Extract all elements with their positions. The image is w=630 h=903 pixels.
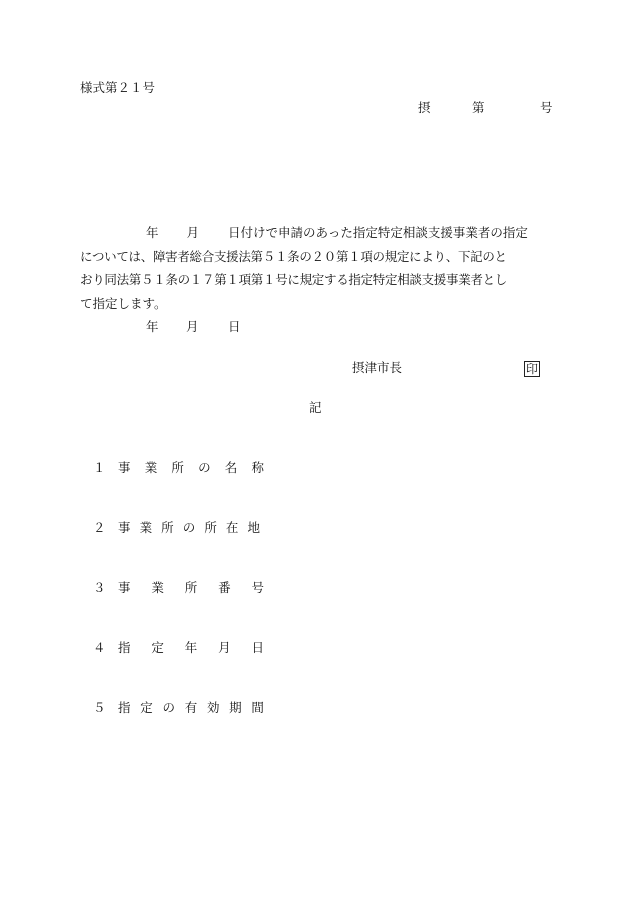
item-label-char: の — [182, 520, 196, 535]
item-label-char: 事 — [118, 460, 131, 475]
item-label-char: 月 — [218, 640, 231, 655]
item-label-char: の — [198, 460, 211, 475]
item-label-char: 号 — [251, 580, 264, 595]
item-number: ２ — [93, 520, 106, 535]
body-date-month: 月 — [186, 225, 200, 240]
item-label-char: 間 — [251, 700, 264, 715]
item-label-char: 事 — [118, 580, 131, 595]
item-label — [118, 462, 264, 475]
body-line-1-text: 日付けで申請のあった指定特定相談支援事業者の指定 — [228, 225, 528, 240]
item-label — [118, 702, 264, 715]
item-label-char: 効 — [206, 700, 220, 715]
item-label-char: 日 — [251, 640, 264, 655]
item-label-char: 地 — [247, 520, 260, 535]
designation-body — [80, 221, 554, 315]
item-label — [118, 582, 264, 595]
issuer-name: 摂津市長 — [352, 360, 403, 375]
item-label-char: 有 — [184, 700, 198, 715]
item-label-char: 所 — [161, 520, 174, 535]
item-label-char: 業 — [144, 460, 158, 475]
seal-mark: 印 — [526, 362, 539, 376]
item-number: ３ — [93, 580, 106, 595]
item-label-char: 事 — [118, 520, 131, 535]
issue-day: 日 — [228, 319, 241, 334]
item-label — [118, 642, 264, 655]
item-label-char: 期 — [229, 700, 242, 715]
item-label-char: 業 — [151, 580, 164, 595]
item-label-char: 所 — [204, 520, 217, 535]
item-label-char: 年 — [184, 640, 198, 655]
item-label-char: 在 — [225, 520, 239, 535]
item-label-char: 名 — [224, 460, 238, 475]
item-label-char: 指 — [118, 640, 131, 655]
body-line-2: については、障害者総合支援法第５１条の２０第１項の規定により、下記のと — [80, 248, 507, 264]
body-date-year: 年 — [146, 225, 159, 240]
item-label-char: 指 — [118, 700, 131, 715]
issue-month: 月 — [186, 319, 199, 334]
item-number: ４ — [93, 640, 106, 655]
item-label-char: 定 — [140, 700, 153, 715]
reference-go: 号 — [540, 100, 553, 115]
item-label-char: 所 — [184, 580, 198, 595]
issue-year: 年 — [146, 319, 159, 334]
body-line-1 — [80, 221, 554, 245]
item-number: ５ — [93, 700, 106, 715]
item-label-char: 称 — [251, 460, 264, 475]
item-number: １ — [93, 460, 106, 475]
item-label-char: 業 — [139, 520, 153, 535]
ki-heading: 記 — [309, 400, 322, 415]
item-label — [118, 522, 260, 535]
item-label-char: 所 — [171, 460, 184, 475]
item-label-char: 番 — [218, 580, 231, 595]
item-label-char: 定 — [151, 640, 164, 655]
reference-dai: 第 — [472, 100, 485, 115]
body-line-4: て指定します。 — [80, 295, 167, 311]
form-number: 様式第２１号 — [80, 80, 156, 95]
item-label-char: の — [162, 700, 175, 715]
reference-prefix: 摂 — [418, 100, 431, 115]
body-line-3: おり同法第５１条の１７第１項第１号に規定する指定特定相談支援事業者とし — [80, 272, 508, 287]
